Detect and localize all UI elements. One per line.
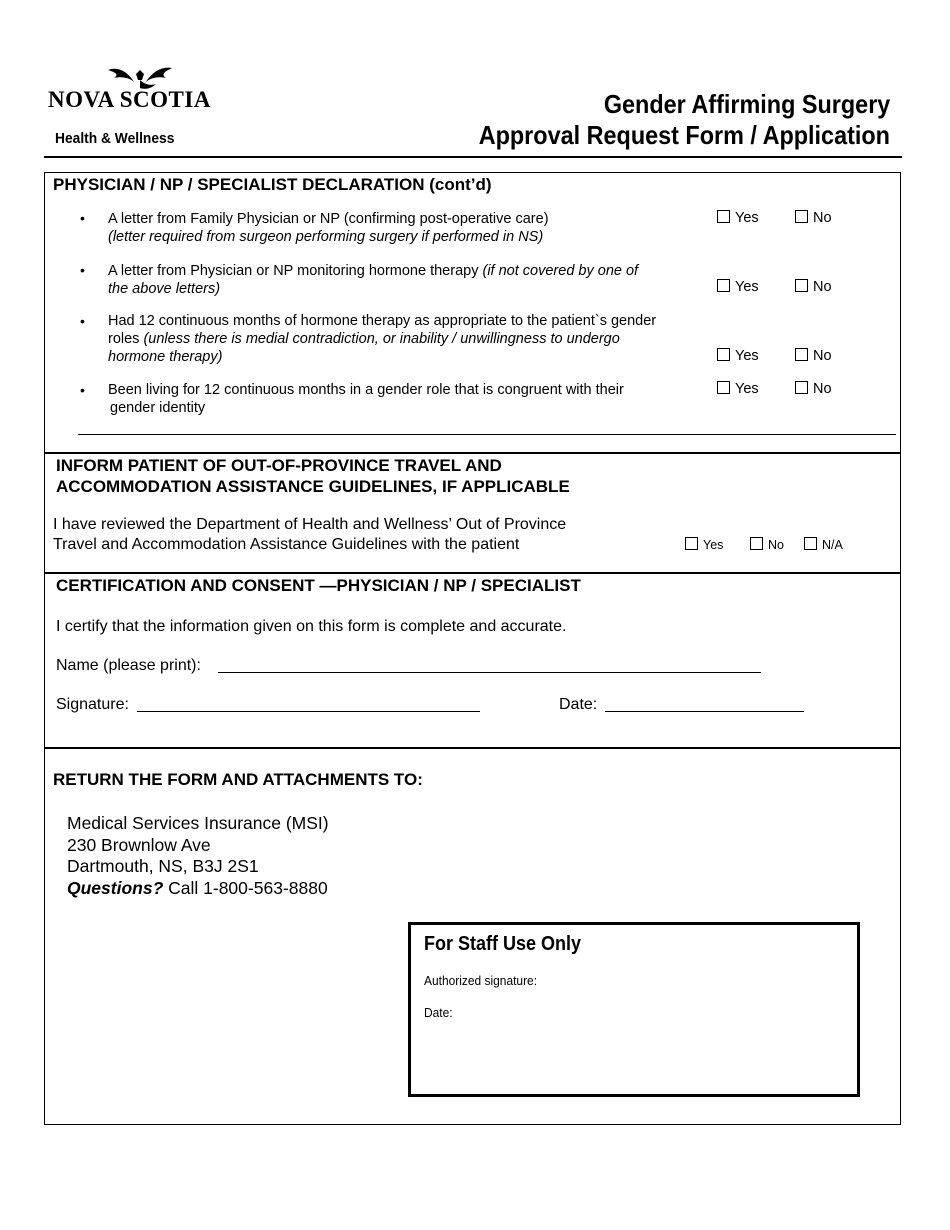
declaration-item-4 [108, 381, 708, 417]
item-text: roles [108, 331, 144, 347]
header-rule [44, 156, 902, 158]
item-note: the above letters) [108, 281, 221, 297]
item-text: A letter from Family Physician or NP (confirming post-operative care) [108, 211, 549, 227]
date-label: Date: [559, 696, 598, 713]
item-4-yes-checkbox[interactable]: Yes [717, 381, 759, 397]
certification-statement: I certify that the information given on this form is complete and accurate. [56, 618, 567, 635]
item-2-no-checkbox[interactable]: No [795, 279, 832, 295]
date-input-line[interactable] [605, 697, 804, 712]
item-note: (if not covered by one of [482, 263, 639, 279]
item-note: (letter required from surgeon performing surgery if performed in NS) [108, 229, 544, 245]
return-address [67, 813, 329, 899]
declaration-item-1 [108, 210, 708, 246]
bullet: • [80, 382, 85, 398]
declaration-title: PHYSICIAN / NP / SPECIALIST DECLARATION (cont’d) [53, 175, 492, 194]
name-label: Name (please print): [56, 657, 201, 674]
item-4-no-checkbox[interactable]: No [795, 381, 832, 397]
item-note: hormone therapy) [108, 349, 223, 365]
city: Dartmouth, NS, B3J 2S1 [67, 856, 259, 876]
section-divider [44, 747, 901, 749]
return-title: RETURN THE FORM AND ATTACHMENTS TO: [53, 770, 423, 789]
nova-scotia-logo [48, 66, 223, 116]
street: 230 Brownlow Ave [67, 834, 211, 855]
item-text: A letter from Physician or NP monitoring hormone therapy [108, 263, 483, 279]
travel-title: INFORM PATIENT OF OUT-OF-PROVINCE TRAVEL AND ACCOMMODATION ASSISTANCE GUIDELINES, IF APPLICABLE [56, 456, 570, 496]
bullet: • [80, 313, 85, 329]
form-title-line2: Approval Request Form / Application [478, 120, 890, 150]
item-2-yes-checkbox[interactable]: Yes [717, 279, 759, 295]
section-divider [44, 452, 901, 454]
item-1-yes-checkbox[interactable]: Yes [717, 210, 759, 226]
questions-line: Questions? Call 1-800-563-8880 [67, 877, 328, 898]
travel-na-checkbox[interactable]: N/A [804, 537, 843, 552]
item-3-yes-checkbox[interactable]: Yes [717, 348, 759, 364]
authorized-signature-label: Authorized signature: [424, 973, 538, 988]
signature-input-line[interactable] [137, 697, 480, 712]
item-1-no-checkbox[interactable]: No [795, 210, 832, 226]
form-title-line1: Gender Affirming Surgery [603, 89, 890, 119]
name-input-line[interactable] [218, 658, 761, 673]
travel-no-checkbox[interactable]: No [750, 537, 784, 552]
bullet: • [80, 262, 85, 278]
declaration-item-2 [108, 262, 708, 298]
staff-date-label: Date: [424, 1005, 453, 1020]
item-text: gender identity [110, 400, 206, 416]
item-text: Been living for 12 continuous months in a gender role that is congruent with their [108, 382, 624, 398]
item-text: Had 12 continuous months of hormone therapy as appropriate to the patient`s gender [108, 313, 657, 329]
item-3-no-checkbox[interactable]: No [795, 348, 832, 364]
signature-label: Signature: [56, 696, 129, 713]
department-name: Health & Wellness [55, 130, 175, 147]
org-name: Medical Services Insurance (MSI) [67, 813, 329, 833]
declaration-item-3 [108, 312, 708, 366]
bullet: • [80, 210, 85, 226]
item-note: (unless there is medial contradiction, or inability / unwillingness to undergo [143, 331, 620, 347]
travel-statement: I have reviewed the Department of Health and Wellness’ Out of Province Travel and Accommodation Assistance Guidelines with the patient [53, 516, 567, 553]
certification-title: CERTIFICATION AND CONSENT —PHYSICIAN / NP / SPECIALIST [56, 576, 581, 595]
section-divider [44, 572, 901, 574]
staff-use-box [408, 922, 860, 1097]
logo-wordmark: NOVA SCOTIA [48, 87, 211, 112]
staff-title: For Staff Use Only [424, 933, 582, 955]
declaration-divider [78, 434, 896, 435]
travel-yes-checkbox[interactable]: Yes [685, 537, 723, 552]
